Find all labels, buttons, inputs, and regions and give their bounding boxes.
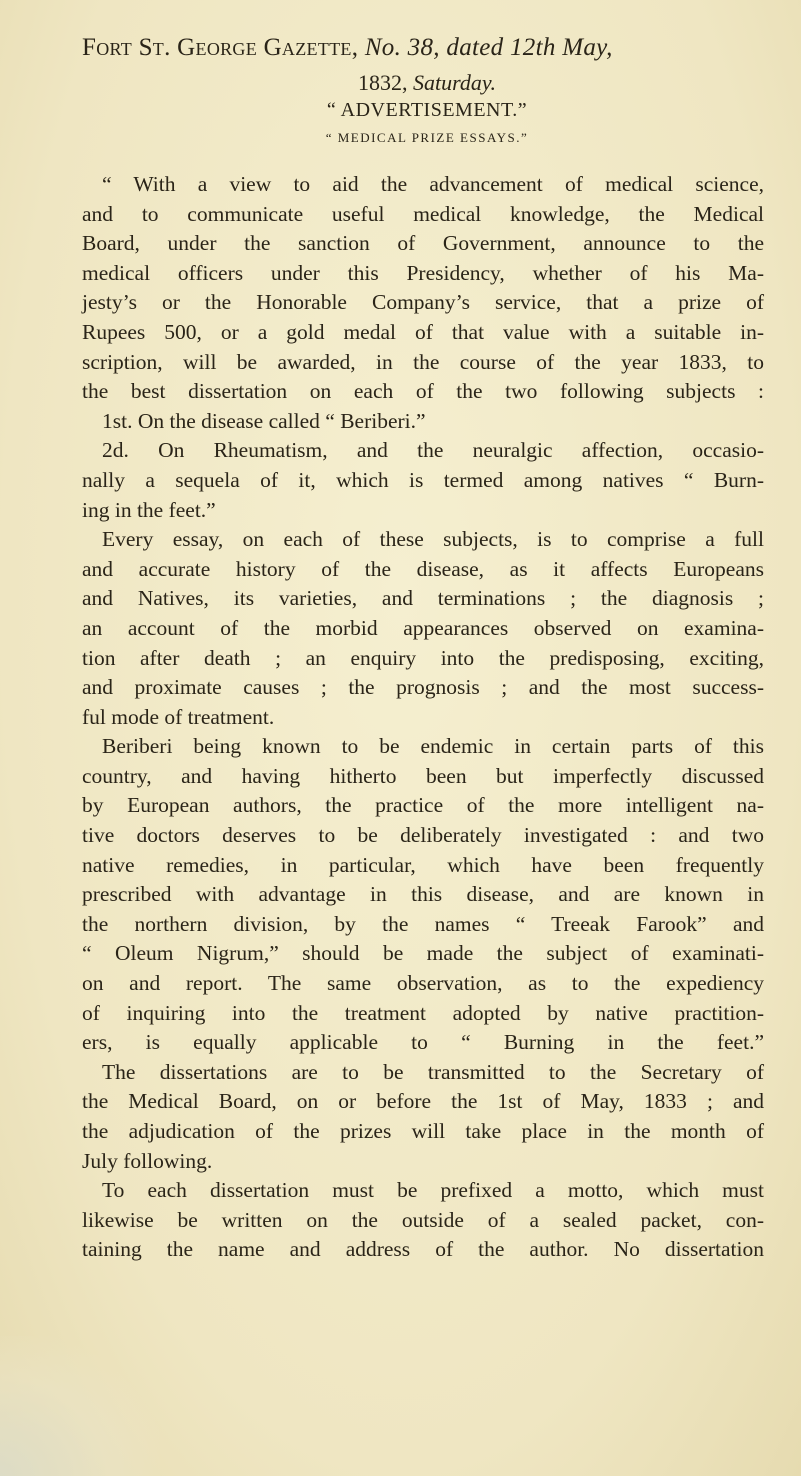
gazette-weekday: Saturday.	[413, 70, 496, 95]
text-line: “ With a view to aid the advancement of medical science,	[102, 172, 764, 196]
text-line: The dissertations are to be transmitted to the Secretary of	[102, 1059, 764, 1084]
text-line: jesty’s or the Honorable Company’s service, that a prize of	[82, 290, 764, 315]
gazette-year: 1832,	[358, 70, 408, 95]
text-line: the Medical Board, on or before the 1st of May, 1833 ; and	[82, 1089, 764, 1114]
text-line: an account of the morbid appearances observed on examina-	[82, 615, 764, 640]
text-line: 1st. On the disease called “ Beriberi.”	[102, 408, 426, 433]
gazette-year-line	[82, 70, 772, 96]
text-line: 2d. On Rheumatism, and the neuralgic affection, occasio-	[102, 438, 764, 463]
text-line: the northern division, by the names “ Treeak Farook” and	[82, 911, 764, 936]
advertisement-body	[82, 170, 764, 1265]
text-line: Beriberi being known to be endemic in certain parts of this	[102, 734, 764, 759]
text-line: medical officers under this Presidency, whether of his Ma-	[82, 260, 764, 285]
text-line: the adjudication of the prizes will take place in the month of	[82, 1119, 764, 1143]
text-line: prescribed with advantage in this disease, and are known in	[82, 882, 764, 907]
advertisement-heading: “ ADVERTISEMENT.”	[326, 99, 528, 121]
text-line: and proximate causes ; the prognosis ; and the most success-	[82, 675, 764, 700]
gazette-number: No. 38,	[364, 34, 440, 61]
text-line: ing in the feet.”	[82, 497, 216, 522]
text-line: nally a sequela of it, which is termed among natives “ Burn-	[82, 467, 764, 492]
gazette-date: dated 12th May,	[446, 34, 613, 61]
text-line: native remedies, in particular, which have been frequently	[82, 852, 764, 877]
gazette-title	[82, 34, 772, 62]
text-line: of inquiring into the treatment adopted by native practition-	[82, 1000, 764, 1025]
text-line: tive doctors deserves to be deliberately investigated : and two	[82, 823, 764, 848]
text-line: Rupees 500, or a gold medal of that value with a suitable in-	[82, 319, 764, 344]
text-line: the best dissertation on each of the two following subjects :	[82, 379, 764, 404]
text-line: and to communicate useful medical knowledge, the Medical	[82, 201, 764, 226]
text-line: tion after death ; an enquiry into the predisposing, exciting,	[82, 645, 764, 670]
text-line: scription, will be awarded, in the course of the year 1833, to	[82, 349, 764, 374]
text-line: ers, is equally applicable to “ Burning in the feet.”	[82, 1030, 764, 1055]
text-line: and Natives, its varieties, and terminations ; the diagnosis ;	[82, 586, 764, 611]
text-line: Every essay, on each of these subjects, is to comprise a full	[102, 527, 764, 552]
subject-heading: “ MEDICAL PRIZE ESSAYS.”	[325, 130, 529, 145]
text-line: by European authors, the practice of the more intelligent na-	[82, 793, 764, 818]
text-line: “ Oleum Nigrum,” should be made the subject of examinati-	[82, 941, 764, 966]
page-stain	[0, 1336, 160, 1476]
text-line: on and report. The same observation, as to the expediency	[82, 971, 764, 996]
text-line: To each dissertation must be prefixed a motto, which must	[102, 1178, 764, 1203]
text-line: taining the name and address of the author. No dissertation	[82, 1237, 764, 1262]
text-line: likewise be written on the outside of a sealed packet, con-	[82, 1207, 764, 1232]
text-line: Board, under the sanction of Government, announce to the	[82, 231, 764, 256]
text-line: country, and having hitherto been but imperfectly discussed	[82, 763, 764, 788]
gazette-name: Fort St. George Gazette,	[82, 34, 359, 61]
text-line: and accurate history of the disease, as it affects Europeans	[82, 556, 764, 581]
text-line: ful mode of treatment.	[82, 704, 275, 729]
text-line: July following.	[82, 1148, 213, 1173]
